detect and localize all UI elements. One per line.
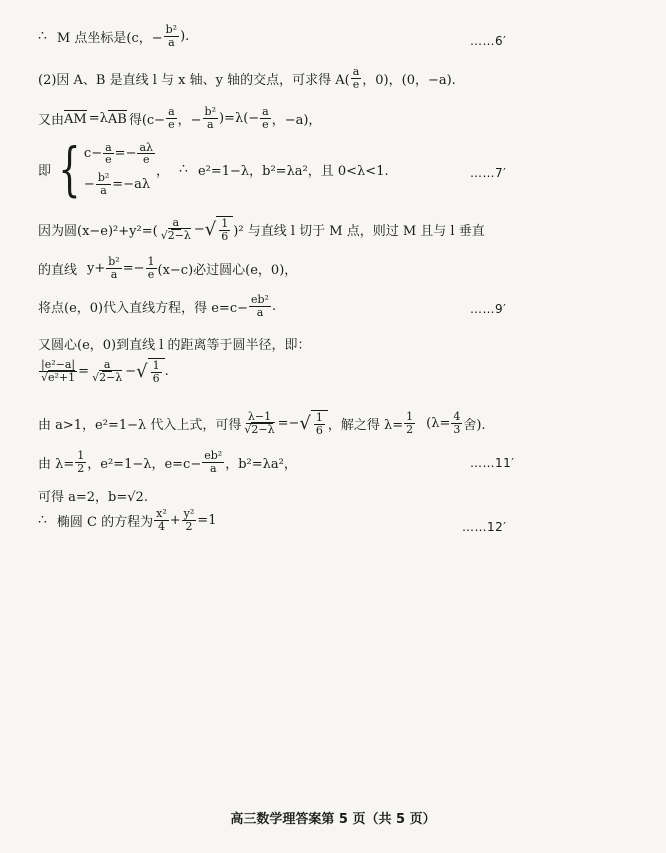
fraction: $\frac{\text{eb²}}{a}$ — [204, 449, 223, 475]
fraction: $\frac{\text{|e²−a|}}{\text{√e²+1}}$ — [41, 358, 76, 384]
fraction: $\frac{1}{2}$ — [77, 449, 85, 475]
text: ，0)，(0，−a). — [362, 72, 456, 88]
text: ). — [180, 28, 190, 44]
text: (2)因 A、B 是直线 l 与 x 轴、y 轴的交点，可求得 A( — [38, 72, 350, 88]
line-perpendicular — [38, 256, 297, 280]
text: ，e²=1−λ，e=c− — [87, 456, 202, 472]
line-distance — [38, 334, 311, 353]
text: e²=1−λ，b²=λa²，且 0<λ<1. — [197, 163, 389, 179]
text: 由 λ= — [38, 456, 75, 472]
text: =− — [122, 260, 145, 276]
text: M 点坐标是 — [56, 30, 127, 46]
text: 得(c− — [128, 112, 166, 128]
text: . — [271, 298, 277, 314]
text: . — [164, 363, 169, 379]
fraction: $\frac{a}{e}$ — [168, 105, 175, 131]
text: (c，− — [126, 30, 163, 46]
fraction: $\frac{1}{e}$ — [147, 255, 155, 281]
text: = — [78, 363, 90, 379]
fraction: $\frac{\text{b²}}{a}$ — [204, 105, 216, 131]
text: + — [169, 512, 181, 528]
text: (x−c)必过圆心(e，0)， — [157, 262, 298, 278]
fraction: $\frac{1}{2}$ — [406, 410, 414, 436]
fraction: $\frac{\text{b²}}{a}$ — [108, 255, 120, 281]
text: ，− — [177, 112, 202, 128]
text: ，−a)， — [271, 112, 322, 128]
fraction: $\frac{4}{3}$ — [453, 410, 461, 436]
line-ellipse-equation — [38, 508, 216, 532]
fraction: $\frac{a}{e}$ — [352, 65, 360, 91]
line-vector-relation — [38, 106, 321, 130]
text: )=λ(− — [218, 110, 260, 126]
line-system — [38, 135, 389, 203]
therefore-symbol: ∴ — [179, 161, 188, 177]
text: =λ — [88, 110, 108, 126]
fraction: $\frac{\text{eb²}}{a}$ — [251, 293, 269, 319]
fraction: $\frac{\text{x²}}{4}$ — [156, 507, 167, 533]
fraction: $\frac{a}{e}$ — [262, 105, 269, 131]
line-result-ab — [38, 486, 148, 505]
text: 可得 a=2，b=√2. — [38, 490, 148, 505]
line-circle — [38, 216, 485, 242]
fraction: $\frac{a}{√2-\lambda}$ — [92, 358, 123, 384]
score-6: ……6′ — [470, 34, 507, 48]
score-12: ……12′ — [462, 520, 507, 534]
text: y+ — [87, 260, 106, 276]
text: 即 — [38, 163, 52, 179]
text: − — [125, 363, 137, 379]
text: 的直线 — [38, 262, 78, 278]
line-distance-eq — [38, 358, 169, 384]
fraction: $\frac{\text{y²}}{2}$ — [183, 507, 195, 533]
text: 舍). — [463, 417, 486, 433]
text: ，解之得 λ= — [327, 417, 404, 433]
text: 因为圆(x−e)²+y²=( — [38, 223, 158, 239]
text: 由 a>1，e²=1−λ 代入上式，可得 — [38, 417, 242, 433]
line-part2-intro — [38, 66, 456, 90]
line-substitute — [38, 294, 276, 318]
page-footer: 高三数学理答案第 5 页（共 5 页） — [230, 812, 436, 827]
sqrt: √ $\frac{1}{6}$ — [136, 358, 164, 384]
text: =− — [277, 415, 300, 431]
fraction: $\frac{\lambda-1}{√2-\lambda}$ — [244, 410, 275, 436]
system-brace: { c− $\frac{a}{e}$ =− $\frac{a\lambda}{e}$ − $\frac{\text{b²}}{a}$ =−aλ — [58, 135, 153, 203]
text: )² 与直线 l 切于 M 点，则过 M 且与 l 垂直 — [233, 223, 485, 239]
text: =1 — [197, 512, 217, 528]
text: 将点(e，0)代入直线方程，得 e=c− — [38, 300, 248, 316]
line-solve-lambda — [38, 410, 486, 436]
vector-ab: AB — [107, 111, 127, 127]
line-from-lambda — [38, 450, 297, 474]
text: ， — [156, 163, 170, 179]
text: 又由 — [38, 112, 65, 128]
score-11: ……11′ — [470, 456, 515, 470]
text: 又圆心(e，0)到直线 l 的距离等于圆半径，即： — [38, 338, 311, 353]
sqrt: √ $\frac{1}{6}$ — [205, 216, 233, 242]
text: (λ= — [426, 415, 451, 431]
score-7: ……7′ — [470, 166, 507, 180]
fraction: $\frac{a}{√2-\lambda}$ — [160, 216, 191, 242]
therefore-symbol: ∴ — [38, 512, 47, 529]
score-9: ……9′ — [470, 302, 507, 316]
vector-am: AM — [64, 111, 87, 127]
text: 椭圆 C 的方程为 — [56, 514, 154, 530]
text: − — [193, 221, 205, 237]
therefore-symbol: ∴ — [38, 28, 47, 45]
sqrt: √ $\frac{1}{6}$ — [299, 410, 327, 436]
text: ，b²=λa²， — [225, 456, 297, 472]
fraction: $\frac{\text{b²}}{a}$ — [165, 23, 178, 49]
line-m-coordinate — [38, 24, 189, 48]
